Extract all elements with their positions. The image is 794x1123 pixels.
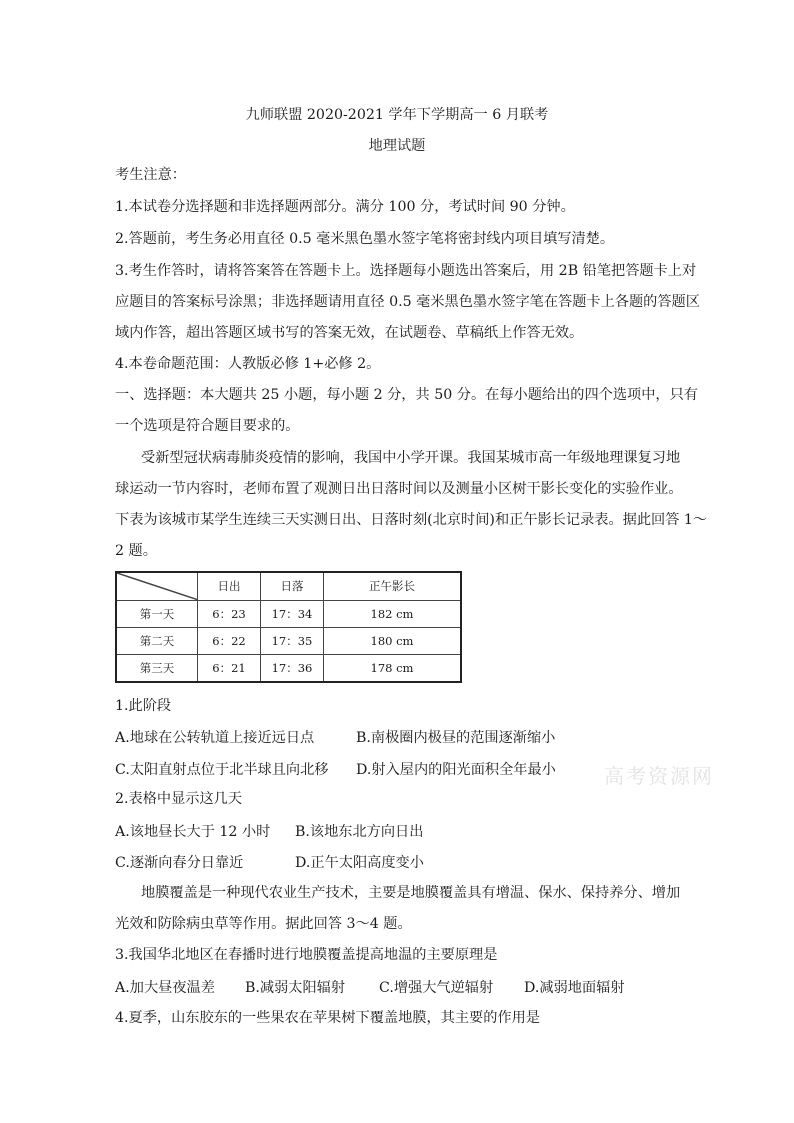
table-cell: 182 cm (324, 600, 462, 627)
option-a: A.该地昼长大于 12 小时 (115, 824, 271, 840)
option-d: D.射入屋内的阳光面积全年最小 (356, 762, 556, 778)
notice-item: 应题目的答案标号涂黑；非选择题请用直径 0.5 毫米黑色墨水签字笔在答题卡上各题的答题区 (115, 294, 700, 310)
section-intro: 一个选项是符合题目要求的。 (115, 418, 300, 434)
option-a: A.加大昼夜温差 (115, 980, 215, 996)
passage-line: 受新型冠状病毒肺炎疫情的影响，我国中小学开课。我国某城市高一年级地理课复习地 (141, 450, 681, 466)
table-cell: 17：34 (261, 600, 324, 627)
table-header: 正午影长 (324, 572, 462, 600)
table-cell: 6：22 (198, 627, 261, 654)
notice-item: 4.本卷命题范围：人教版必修 1+必修 2。 (115, 356, 381, 372)
table-cell: 6：23 (198, 600, 261, 627)
notice-heading: 考生注意： (115, 167, 186, 183)
option-a: A.地球在公转轨道上接近远日点 (115, 730, 315, 746)
question-stem: 1.此阶段 (115, 698, 172, 714)
option-b: B.该地东北方向日出 (295, 824, 424, 840)
exam-title: 九师联盟 2020-2021 学年下学期高一 6 月联考 (245, 107, 549, 123)
question-stem: 2.表格中显示这几天 (115, 791, 243, 807)
table-row (116, 600, 461, 627)
option-d: D.正午太阳高度变小 (295, 855, 424, 871)
table-cell: 第二天 (116, 627, 198, 654)
notice-item: 域内作答，超出答题区域书写的答案无效，在试题卷、草稿纸上作答无效。 (115, 325, 584, 341)
notice-item: 1.本试卷分选择题和非选择题两部分。满分 100 分，考试时间 90 分钟。 (115, 199, 575, 215)
passage-line: 下表为该城市某学生连续三天实测日出、日落时刻(北京时间)和正午影长记录表。据此回答 1～ (115, 512, 708, 528)
watermark: 高考资源网 (604, 764, 714, 788)
passage-line: 球运动一节内容时，老师布置了观测日出日落时间以及测量小区树干影长变化的实验作业。 (115, 481, 683, 497)
table-cell: 180 cm (324, 627, 462, 654)
option-c: C.太阳直射点位于北半球且向北移 (115, 762, 329, 778)
question-stem: 4.夏季，山东胶东的一些果农在苹果树下覆盖地膜，其主要的作用是 (115, 1010, 540, 1026)
table-cell: 第一天 (116, 600, 198, 627)
passage-line: 2 题。 (115, 543, 157, 559)
table-corner-cell (116, 572, 198, 600)
passage-line: 光效和防除病虫草等作用。据此回答 3～4 题。 (115, 916, 412, 932)
observation-table (115, 571, 462, 683)
diagonal-line (117, 573, 197, 600)
table-cell: 17：36 (261, 654, 324, 682)
notice-item: 3.考生作答时，请将答案答在答题卡上。选择题每小题选出答案后，用 2B 铅笔把答题卡上对 (115, 263, 697, 279)
table-cell: 第三天 (116, 654, 198, 682)
table-header: 日落 (261, 572, 324, 600)
subject-title: 地理试题 (368, 138, 426, 154)
table-header: 日出 (198, 572, 261, 600)
section-intro: 一、选择题：本大题共 25 小题，每小题 2 分，共 50 分。在每小题给出的四个选项中，只有 (115, 387, 698, 403)
option-d: D.减弱地面辐射 (524, 980, 625, 996)
option-c: C.增强大气逆辐射 (379, 980, 494, 996)
table-cell: 178 cm (324, 654, 462, 682)
table-cell: 17：35 (261, 627, 324, 654)
passage-line: 地膜覆盖是一种现代农业生产技术，主要是地膜覆盖具有增温、保水、保持养分、增加 (141, 885, 681, 901)
table-row (116, 627, 461, 654)
question-stem: 3.我国华北地区在春播时进行地膜覆盖提高地温的主要原理是 (115, 947, 498, 963)
table-row (116, 654, 461, 682)
table-cell: 6：21 (198, 654, 261, 682)
notice-item: 2.答题前，考生务必用直径 0.5 毫米黑色墨水签字笔将密封线内项目填写清楚。 (115, 231, 615, 247)
option-c: C.逐渐向春分日靠近 (115, 855, 244, 871)
option-b: B.减弱太阳辐射 (245, 980, 346, 996)
option-b: B.南极圈内极昼的范围逐渐缩小 (356, 730, 556, 746)
